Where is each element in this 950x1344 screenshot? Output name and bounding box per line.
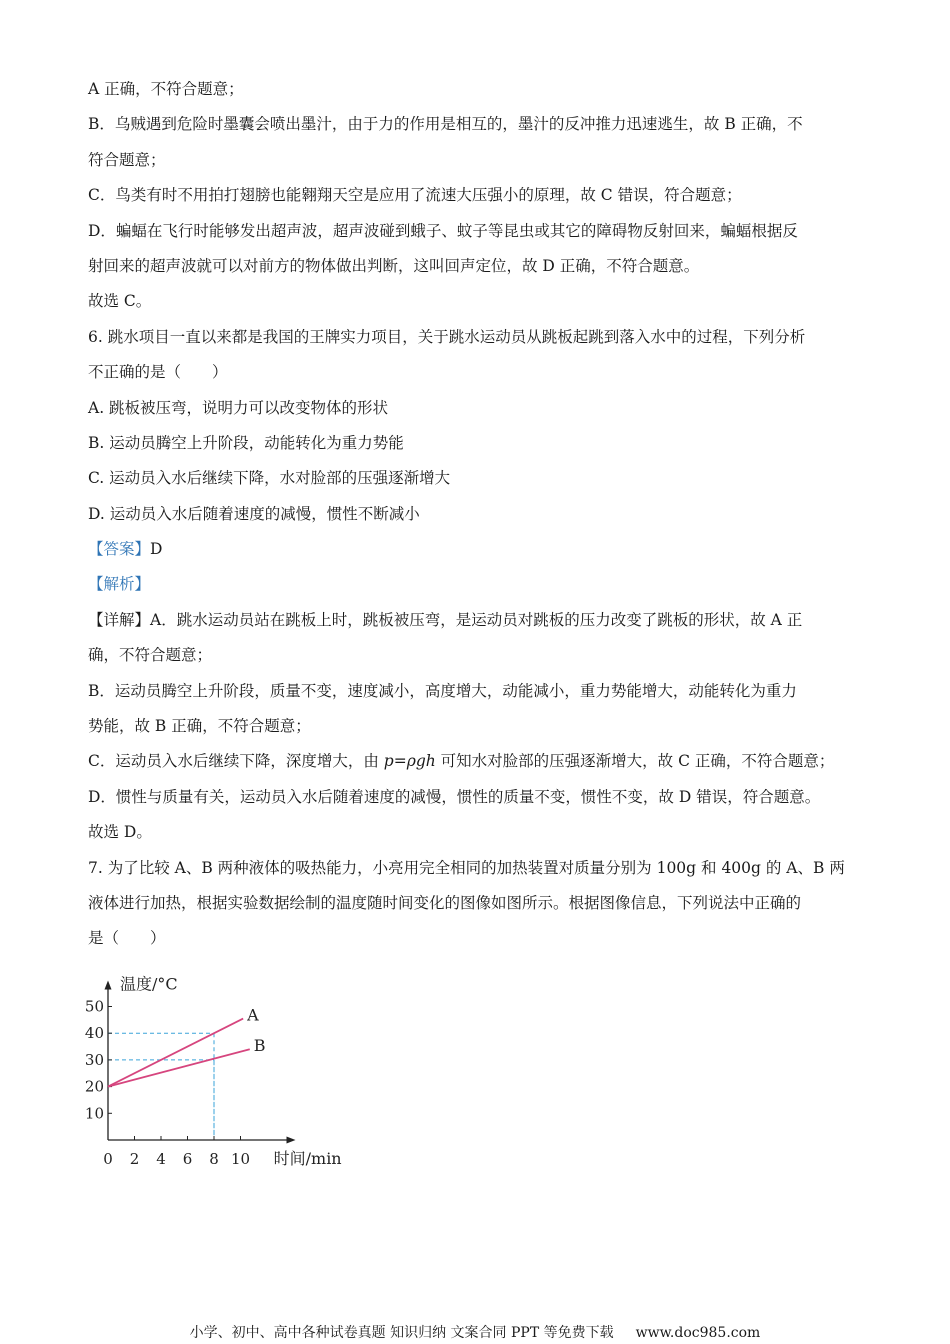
question-6-stem: 6. 跳水项目一直以来都是我国的王牌实力项目，关于跳水运动员从跳板起跳到落入水中的过程，下列分析 bbox=[88, 327, 806, 346]
question-7-stem: 是（ ） bbox=[88, 929, 166, 948]
text-line: B．乌贼遇到危险时墨囊会喷出墨汁，由于力的作用是相互的，墨汁的反冲推力迅速逃生，故 B 正确，不 bbox=[88, 115, 803, 134]
footer bbox=[0, 1322, 950, 1342]
answer-tag: 【答案】 bbox=[88, 540, 151, 559]
text-line bbox=[88, 744, 868, 779]
answer-value: D bbox=[150, 540, 163, 559]
x-tick-label: 10 bbox=[230, 1150, 251, 1168]
temperature-time-chart bbox=[84, 966, 354, 1176]
text-line: 射回来的超声波就可以对前方的物体做出判断，这叫回声定位，故 D 正确，不符合题意。 bbox=[88, 256, 700, 275]
y-axis-arrow bbox=[105, 980, 112, 989]
question-7-stem: 液体进行加热，根据实验数据绘制的温度随时间变化的图像如图所示。根据图像信息，下列说法中正确的 bbox=[88, 893, 802, 912]
x-tick-label: 6 bbox=[182, 1150, 193, 1168]
series-line-b bbox=[108, 1049, 250, 1086]
pressure-formula: p=ρgh bbox=[383, 752, 436, 771]
text-line: A 正确，不符合题意； bbox=[88, 80, 244, 98]
series-line-a bbox=[108, 1019, 243, 1087]
text-line: D．蝙蝠在飞行时能够发出超声波，超声波碰到蛾子、蚊子等昆虫或其它的障碍物反射回来，蝙蝠根据反 bbox=[88, 221, 798, 240]
option-d: D. 运动员入水后随着速度的减慢，惯性不断减小 bbox=[88, 504, 420, 523]
series-label-a: A bbox=[247, 1005, 259, 1025]
text-line: D．惯性与质量有关，运动员入水后随着速度的减慢，惯性的质量不变，惯性不变，故 D 错误，符合题意。 bbox=[88, 787, 821, 806]
series-label-b: B bbox=[253, 1036, 266, 1056]
y-tick-label: 10 bbox=[84, 1104, 104, 1123]
x-axis-arrow bbox=[287, 1137, 296, 1144]
analysis-tag: 【解析】 bbox=[88, 575, 151, 594]
x-tick-label: 4 bbox=[156, 1150, 166, 1168]
x-axis-label: 时间/min bbox=[273, 1149, 342, 1168]
x-tick-label: 0 bbox=[103, 1150, 113, 1168]
y-axis-label: 温度/°C bbox=[120, 974, 178, 994]
text-line: 势能，故 B 正确，不符合题意； bbox=[88, 717, 311, 736]
text-line: 确，不符合题意； bbox=[88, 646, 213, 665]
detail-text: A．跳水运动员站在跳板上时，跳板被压弯，是运动员对跳板的压力改变了跳板的形状，故 A 正 bbox=[150, 610, 803, 629]
question-6-stem: 不正确的是（ ） bbox=[88, 363, 228, 382]
y-tick-label: 30 bbox=[84, 1050, 104, 1069]
x-tick-label: 8 bbox=[209, 1150, 219, 1168]
document-page bbox=[88, 72, 868, 957]
text-line: B．运动员腾空上升阶段，质量不变，速度减小，高度增大，动能减小，重力势能增大，动能转化为重力 bbox=[88, 681, 797, 700]
detail-line bbox=[88, 603, 868, 638]
text-line: 故选 D。 bbox=[88, 823, 152, 842]
text-line: 故选 C。 bbox=[88, 292, 152, 311]
text-segment: 可知水对脸部的压强逐渐增大，故 C 正确，不符合题意； bbox=[435, 752, 835, 771]
option-b: B. 运动员腾空上升阶段，动能转化为重力势能 bbox=[88, 433, 404, 452]
x-tick-label: 2 bbox=[129, 1150, 140, 1168]
detail-tag: 【详解】 bbox=[88, 610, 151, 629]
y-tick-label: 40 bbox=[84, 1024, 104, 1043]
answer-line bbox=[88, 532, 868, 567]
text-segment: C．运动员入水后继续下降，深度增大，由 bbox=[88, 752, 384, 771]
question-7-stem: 7. 为了比较 A、B 两种液体的吸热能力，小亮用完全相同的加热装置对质量分别为 100g 和 400g 的 A、B 两 bbox=[88, 858, 845, 877]
y-tick-label: 50 bbox=[84, 997, 104, 1016]
text-line: 符合题意； bbox=[88, 150, 166, 169]
footer-text: 小学、初中、高中各种试卷真题 知识归纳 文案合同 PPT 等免费下载 bbox=[189, 1325, 614, 1341]
option-a: A. 跳板被压弯，说明力可以改变物体的形状 bbox=[88, 398, 389, 417]
footer-url: www.doc985.com bbox=[635, 1325, 761, 1341]
y-tick-label: 20 bbox=[84, 1077, 104, 1096]
text-line: C．鸟类有时不用拍打翅膀也能翱翔天空是应用了流速大压强小的原理，故 C 错误，符合题意； bbox=[88, 186, 742, 205]
option-c: C. 运动员入水后继续下降，水对脸部的压强逐渐增大 bbox=[88, 469, 451, 488]
